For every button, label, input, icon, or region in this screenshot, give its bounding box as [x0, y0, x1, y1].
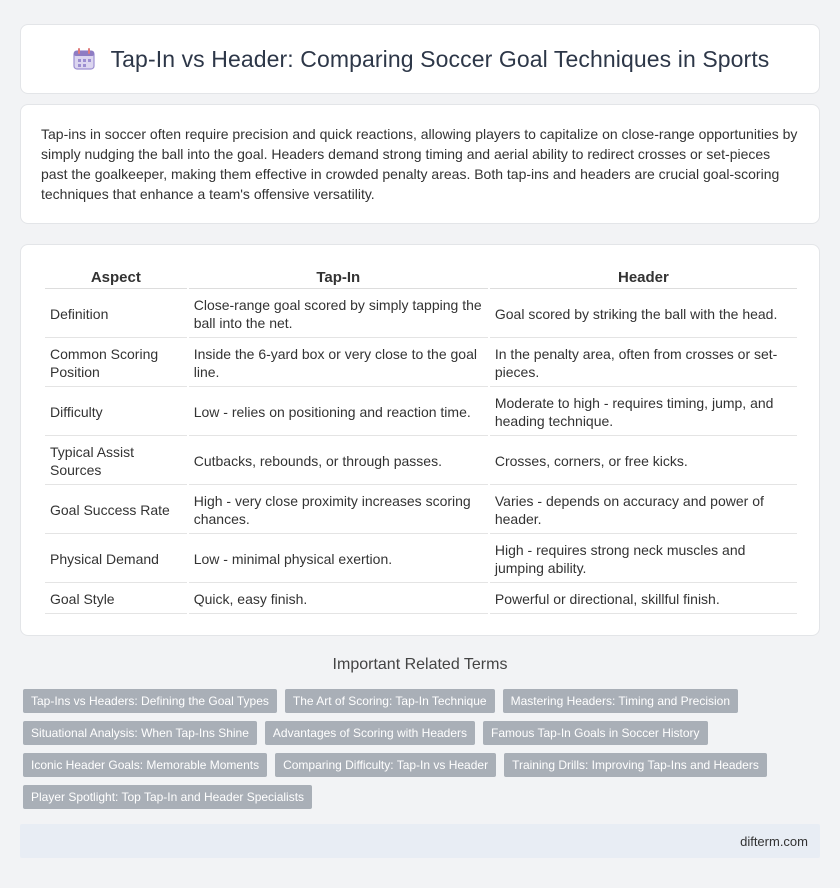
table-cell: Inside the 6-yard box or very close to the goal line.	[189, 340, 488, 387]
table-row	[45, 291, 797, 338]
table-row	[45, 585, 797, 614]
calendar-icon	[71, 46, 97, 72]
related-terms-tags	[23, 689, 823, 809]
table-cell: Quick, easy finish.	[189, 585, 488, 614]
related-term-tag[interactable]: Tap-Ins vs Headers: Defining the Goal Types	[23, 689, 277, 713]
table-cell: Physical Demand	[45, 536, 187, 583]
footer	[20, 824, 820, 858]
related-term-tag[interactable]: The Art of Scoring: Tap-In Technique	[285, 689, 495, 713]
table-row	[45, 389, 797, 436]
table-cell: Difficulty	[45, 389, 187, 436]
related-term-tag[interactable]: Situational Analysis: When Tap-Ins Shine	[23, 721, 257, 745]
table-cell: Typical Assist Sources	[45, 438, 187, 485]
table-cell: Low - relies on positioning and reaction time.	[189, 389, 488, 436]
table-row	[45, 536, 797, 583]
related-term-tag[interactable]: Advantages of Scoring with Headers	[265, 721, 475, 745]
column-header-header: Header	[490, 267, 797, 289]
table-row	[45, 487, 797, 534]
table-cell: Definition	[45, 291, 187, 338]
footer-site-link[interactable]: difterm.com	[740, 833, 808, 849]
header-card	[20, 24, 820, 94]
table-cell: Varies - depends on accuracy and power of header.	[490, 487, 797, 534]
table-cell: Goal Style	[45, 585, 187, 614]
table-cell: Goal Success Rate	[45, 487, 187, 534]
table-cell: Cutbacks, rebounds, or through passes.	[189, 438, 488, 485]
related-terms-title: Important Related Terms	[332, 656, 508, 673]
table-cell: Low - minimal physical exertion.	[189, 536, 488, 583]
table-cell: Close-range goal scored by simply tapping the ball into the net.	[189, 291, 488, 338]
comparison-table	[43, 265, 799, 616]
table-row	[45, 438, 797, 485]
table-cell: High - requires strong neck muscles and jumping ability.	[490, 536, 797, 583]
page-title: Tap-In vs Header: Comparing Soccer Goal Techniques in Sports	[110, 45, 770, 72]
column-header-aspect: Aspect	[45, 267, 187, 289]
related-term-tag[interactable]: Mastering Headers: Timing and Precision	[503, 689, 738, 713]
column-header-tap-in: Tap-In	[189, 267, 488, 289]
intro-text: Tap-ins in soccer often require precision and quick reactions, allowing players to capitalize on close-range opportunities by simply nudging the ball into the goal. Headers demand strong timing and aerial ability to redirect crosses or set-pieces past the goalkeeper, making them effective in crowded penalty areas. Both tap-ins and headers are crucial goal-scoring techniques that enhance a team's offensive versatility.	[41, 126, 798, 202]
table-cell: Powerful or directional, skillful finish.	[490, 585, 797, 614]
related-term-tag[interactable]: Training Drills: Improving Tap-Ins and Headers	[504, 753, 767, 777]
table-cell: In the penalty area, often from crosses or set-pieces.	[490, 340, 797, 387]
comparison-table-card	[20, 244, 820, 636]
related-term-tag[interactable]: Famous Tap-In Goals in Soccer History	[483, 721, 708, 745]
table-cell: Moderate to high - requires timing, jump, and heading technique.	[490, 389, 797, 436]
title-wrap	[71, 46, 770, 73]
table-row	[45, 340, 797, 387]
intro-card	[20, 104, 820, 224]
table-cell: Goal scored by striking the ball with the head.	[490, 291, 797, 338]
related-term-tag[interactable]: Iconic Header Goals: Memorable Moments	[23, 753, 267, 777]
table-header-row	[45, 267, 797, 289]
table-cell: Crosses, corners, or free kicks.	[490, 438, 797, 485]
related-term-tag[interactable]: Player Spotlight: Top Tap-In and Header Specialists	[23, 785, 312, 809]
related-term-tag[interactable]: Comparing Difficulty: Tap-In vs Header	[275, 753, 496, 777]
table-cell: Common Scoring Position	[45, 340, 187, 387]
table-cell: High - very close proximity increases scoring chances.	[189, 487, 488, 534]
